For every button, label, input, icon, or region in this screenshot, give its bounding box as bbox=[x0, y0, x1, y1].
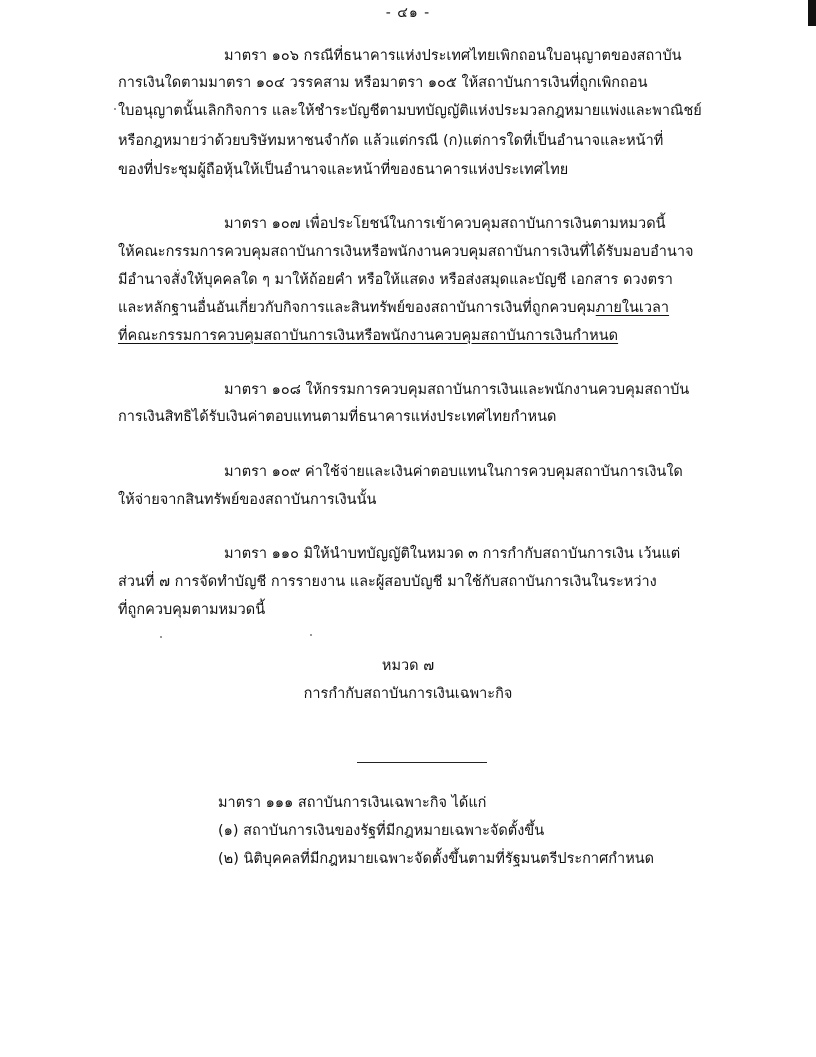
s107-line-3: มีอำนาจสั่งให้บุคคลใด ๆ มาให้ถ้อยคำ หรือให้แสดง หรือส่งสมุดและบัญชี เอกสาร ดวงตรา bbox=[118, 272, 673, 288]
s106-line-3: ใบอนุญาตนั้นเลิกกิจการ และให้ชำระบัญชีตามบทบัญญัติแห่งประมวลกฎหมายแพ่งและพาณิชย์ bbox=[118, 103, 702, 119]
s106-line-2: การเงินใดตามมาตรา ๑๐๔ วรรคสาม หรือมาตรา ๑๐๕ ให้สถาบันการเงินที่ถูกเพิกถอน bbox=[118, 75, 648, 91]
s107-line-2: ให้คณะกรรมการควบคุมสถาบันการเงินหรือพนักงานควบคุมสถาบันการเงินที่ได้รับมอบอำนาจ bbox=[118, 244, 694, 260]
s107-line-1: มาตรา ๑๐๗ เพื่อประโยชน์ในการเข้าควบคุมสถาบันการเงินตามหมวดนี้ bbox=[224, 216, 666, 232]
scan-speck bbox=[310, 634, 312, 636]
section-divider bbox=[357, 762, 487, 763]
s111-line-1: มาตรา ๑๑๑ สถาบันการเงินเฉพาะกิจ ได้แก่ bbox=[218, 795, 487, 811]
s106-line-1: มาตรา ๑๐๖ กรณีที่ธนาคารแห่งประเทศไทยเพิกถอนใบอนุญาตของสถาบัน bbox=[224, 48, 682, 64]
s109-line-1: มาตรา ๑๐๙ ค่าใช้จ่ายและเงินค่าตอบแทนในการควบคุมสถาบันการเงินใด bbox=[224, 464, 683, 480]
s110-line-1: มาตรา ๑๑๐ มิให้นำบทบัญญัติในหมวด ๓ การกำกับสถาบันการเงิน เว้นแต่ bbox=[224, 546, 681, 562]
s107-line-4-text: และหลักฐานอื่นอันเกี่ยวกับกิจการและสินทรัพย์ของสถาบันการเงินที่ถูกควบคุม bbox=[118, 300, 596, 316]
s108-line-1: มาตรา ๑๐๘ ให้กรรมการควบคุมสถาบันการเงินและพนักงานควบคุมสถาบัน bbox=[224, 382, 690, 398]
chapter-title: การกำกับสถาบันการเงินเฉพาะกิจ bbox=[303, 686, 513, 702]
s107-line-4 bbox=[118, 298, 669, 318]
s111-item-1: (๑) สถาบันการเงินของรัฐที่มีกฎหมายเฉพาะจัดตั้งขึ้น bbox=[218, 823, 545, 839]
scan-speck bbox=[114, 108, 116, 110]
page-number: - ๔๑ - bbox=[385, 5, 431, 21]
s106-line-4: หรือกฎหมายว่าด้วยบริษัทมหาชนจำกัด แล้วแต่กรณี (ก)แต่การใดที่เป็นอำนาจและหน้าที่ bbox=[118, 133, 664, 149]
scan-speck bbox=[160, 636, 162, 638]
chapter-number: หมวด ๗ bbox=[381, 658, 435, 674]
s109-line-2: ให้จ่ายจากสินทรัพย์ของสถาบันการเงินนั้น bbox=[118, 492, 377, 508]
s107-underlined-phrase: ภายในเวลา bbox=[595, 300, 670, 316]
s110-line-3: ที่ถูกควบคุมตามหมวดนี้ bbox=[118, 602, 266, 618]
s110-line-2: ส่วนที่ ๗ การจัดทำบัญชี การรายงาน และผู้สอบบัญชี มาใช้กับสถาบันการเงินในระหว่าง bbox=[118, 574, 657, 590]
s107-line-5: ที่คณะกรรมการควบคุมสถาบันการเงินหรือพนักงานควบคุมสถาบันการเงินกำหนด bbox=[118, 328, 619, 344]
s106-line-5: ของที่ประชุมผู้ถือหุ้นให้เป็นอำนาจและหน้าที่ของธนาคารแห่งประเทศไทย bbox=[118, 162, 569, 178]
s108-line-2: การเงินสิทธิได้รับเงินค่าตอบแทนตามที่ธนาคารแห่งประเทศไทยกำหนด bbox=[118, 409, 557, 425]
s111-item-2: (๒) นิติบุคคลที่มีกฎหมายเฉพาะจัดตั้งขึ้นตามที่รัฐมนตรีประกาศกำหนด bbox=[218, 851, 655, 867]
